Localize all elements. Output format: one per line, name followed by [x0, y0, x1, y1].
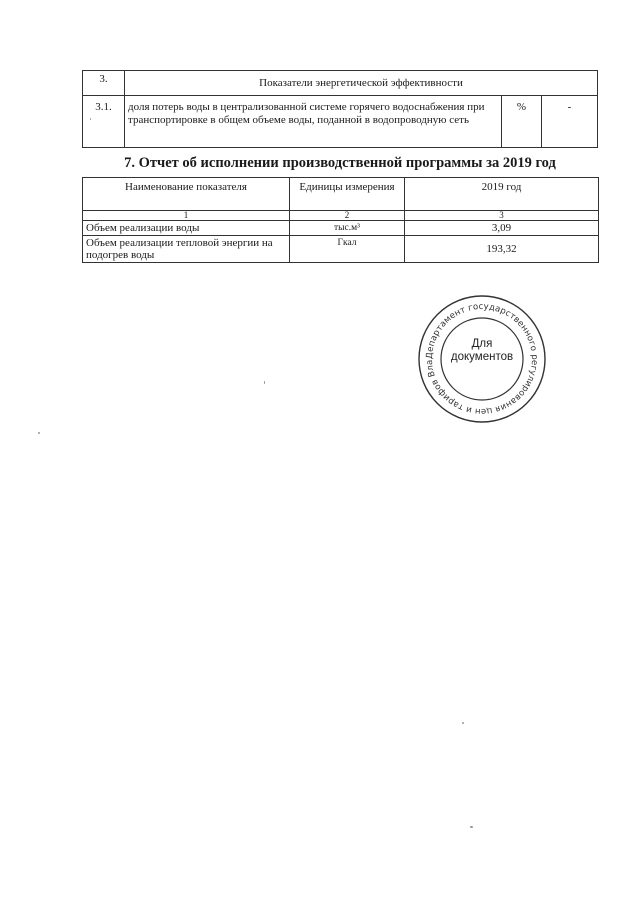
scan-speck [264, 381, 265, 384]
table-row [83, 71, 598, 96]
scan-speck [38, 432, 40, 434]
column-header-unit: Единицы измерения [290, 178, 405, 211]
indicator-name: Объем реализации тепловой энергии на подогрев воды [83, 236, 290, 263]
table-row [83, 96, 598, 148]
scan-speck [462, 722, 464, 724]
row-number: 3.1. [83, 96, 125, 148]
indicator-value: 193,32 [405, 236, 599, 263]
stamp-ring-text: Департамент государственного регулирования цен и тарифов Вла [424, 301, 540, 417]
column-numbers-row [83, 211, 599, 221]
efficiency-indicators-table [82, 70, 598, 148]
row-text: доля потерь воды в централизованной системе горячего водоснабжения при транспортировке в общем объеме воды, поданной в водопроводную сеть [125, 96, 502, 148]
column-number: 3 [405, 211, 599, 221]
report-table [82, 177, 599, 263]
scan-speck [470, 826, 473, 828]
row-value: - [542, 96, 598, 148]
indicator-value: 3,09 [405, 221, 599, 236]
indicator-unit: Гкал [290, 236, 405, 263]
stamp-center-line1: Для [471, 338, 493, 350]
stamp-center-line2: документов [450, 351, 514, 363]
column-number: 1 [83, 211, 290, 221]
section-title: Показатели энергетической эффективности [125, 71, 598, 96]
column-number: 2 [290, 211, 405, 221]
table-row [83, 221, 599, 236]
indicator-unit: тыс.м³ [290, 221, 405, 236]
table-header-row [83, 178, 599, 211]
row-unit: % [502, 96, 542, 148]
scan-speck [90, 118, 91, 120]
table-row [83, 236, 599, 263]
section-number: 3. [83, 71, 125, 96]
report-heading: 7. Отчет об исполнении производственной программы за 2019 год [124, 155, 556, 171]
column-header-year: 2019 год [405, 178, 599, 211]
indicator-name: Объем реализации воды [83, 221, 290, 236]
column-header-name: Наименование показателя [83, 178, 290, 211]
official-stamp [416, 293, 548, 425]
